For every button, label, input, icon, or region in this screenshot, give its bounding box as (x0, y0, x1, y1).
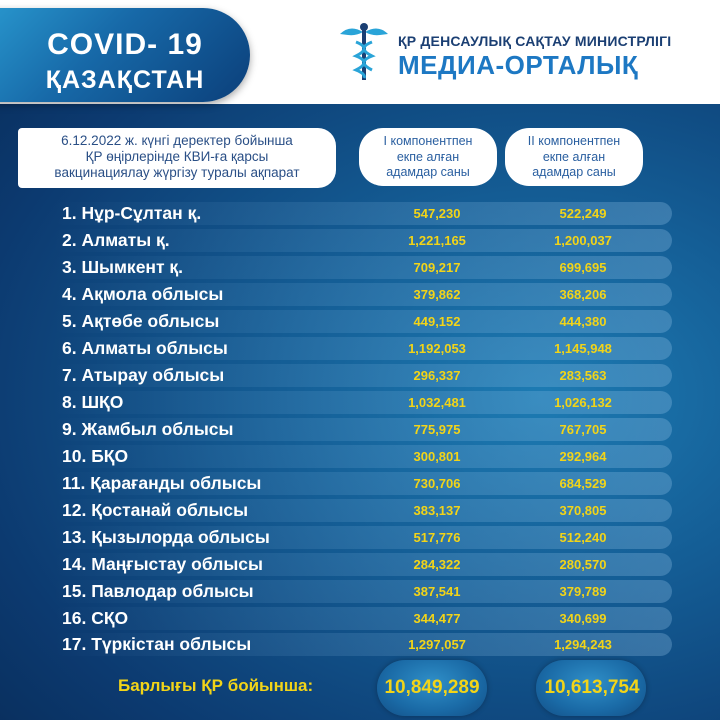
region-name: 4. Ақмола облысы (62, 284, 224, 304)
table-row (52, 472, 672, 495)
table-row (52, 256, 672, 279)
dose2-value: 370,805 (559, 503, 607, 518)
region-name: 10. БҚО (62, 446, 129, 466)
region-name: 7. Атырау облысы (62, 365, 225, 385)
table-row (52, 445, 672, 468)
report-header (18, 128, 336, 188)
dose2-value: 1,026,132 (554, 395, 612, 410)
dose1-value: 383,137 (413, 503, 461, 518)
dose1-value: 296,337 (413, 368, 461, 383)
column-header-line: адамдар саны (532, 165, 616, 179)
column-header-dose2 (505, 128, 643, 186)
region-name: 9. Жамбыл облысы (62, 419, 234, 439)
region-name: 16. СҚО (62, 608, 129, 628)
dose1-value: 284,322 (413, 557, 461, 572)
region-name: 12. Қостанай облысы (62, 500, 249, 520)
dose2-value: 699,695 (559, 260, 607, 275)
table-row (52, 526, 672, 549)
logo-org: ҚР ДЕНСАУЛЫҚ САҚТАУ МИНИСТРЛІГІ (398, 33, 672, 49)
table-row (52, 418, 672, 441)
dose1-value: 1,221,165 (408, 233, 466, 248)
dose2-value: 340,699 (559, 611, 607, 626)
table-row (52, 633, 672, 656)
column-header-line: II компонентпен (527, 134, 621, 148)
region-name: 5. Ақтөбе облысы (62, 311, 220, 331)
total-label: Барлығы ҚР бойынша: (118, 676, 314, 695)
dose1-value: 1,032,481 (408, 395, 466, 410)
dose2-value: 379,789 (559, 584, 607, 599)
dose1-value: 517,776 (413, 530, 461, 545)
dose1-value: 379,862 (413, 287, 461, 302)
header-line: 6.12.2022 ж. күнгі деректер бойынша (61, 133, 293, 148)
dose1-value: 709,217 (413, 260, 461, 275)
dose2-value: 368,206 (559, 287, 607, 302)
table-row (52, 391, 672, 414)
table-row (52, 499, 672, 522)
dose1-value: 547,230 (413, 206, 461, 221)
dose2-value: 1,145,948 (554, 341, 612, 356)
table-row (52, 553, 672, 576)
table-row (52, 580, 672, 603)
total-dose1-value: 10,849,289 (384, 677, 480, 698)
region-name: 6. Алматы облысы (62, 338, 228, 358)
dose2-value: 280,570 (559, 557, 607, 572)
logo-name: МЕДИА-ОРТАЛЫҚ (398, 50, 639, 80)
dose1-value: 730,706 (413, 476, 461, 491)
region-name: 3. Шымкент қ. (62, 257, 184, 277)
dose1-value: 1,297,057 (408, 637, 466, 652)
column-header-dose1 (359, 128, 497, 186)
dose1-value: 344,477 (413, 611, 461, 626)
dose1-value: 449,152 (413, 314, 461, 329)
dose2-value: 292,964 (559, 449, 607, 464)
dose2-value: 512,240 (559, 530, 607, 545)
region-name: 13. Қызылорда облысы (62, 527, 270, 547)
column-header-line: екпе алған (542, 149, 606, 164)
table-row (52, 607, 672, 630)
dose1-value: 775,975 (413, 422, 461, 437)
column-header-line: екпе алған (396, 149, 460, 164)
dose2-value: 283,563 (559, 368, 607, 383)
region-name: 1. Нұр-Сұлтан қ. (62, 203, 202, 223)
table-row (52, 283, 672, 306)
dose2-value: 444,380 (559, 314, 607, 329)
table-row (52, 337, 672, 360)
table-row (52, 202, 672, 225)
table-row (52, 310, 672, 333)
table-row (52, 364, 672, 387)
dose2-value: 1,294,243 (554, 637, 612, 652)
total-dose2-value: 10,613,754 (544, 677, 640, 698)
dose2-value: 767,705 (559, 422, 607, 437)
region-name: 14. Маңғыстау облысы (62, 554, 263, 574)
region-name: 2. Алматы қ. (62, 230, 170, 250)
region-name: 17. Түркістан облысы (62, 634, 252, 654)
region-name: 8. ШҚО (62, 392, 124, 412)
region-name: 11. Қарағанды облысы (62, 473, 262, 493)
dose1-value: 1,192,053 (408, 341, 466, 356)
header-line: ҚР өңірлерінде КВИ-ға қарсы (85, 149, 269, 164)
caduceus-icon (336, 20, 392, 84)
dose2-value: 522,249 (559, 206, 607, 221)
region-name: 15. Павлодар облысы (62, 581, 254, 601)
column-header-line: I компонентпен (383, 134, 473, 148)
dose1-value: 387,541 (413, 584, 461, 599)
badge-country: ҚАЗАҚСТАН (45, 66, 205, 94)
dose1-value: 300,801 (413, 449, 461, 464)
table-row (52, 229, 672, 252)
header-line: вакцинациялау жүргізу туралы ақпарат (54, 165, 300, 180)
covid-badge (0, 8, 250, 102)
badge-title: COVID- 19 (47, 28, 203, 61)
dose2-value: 684,529 (559, 476, 607, 491)
dose2-value: 1,200,037 (554, 233, 612, 248)
column-header-line: адамдар саны (386, 165, 470, 179)
